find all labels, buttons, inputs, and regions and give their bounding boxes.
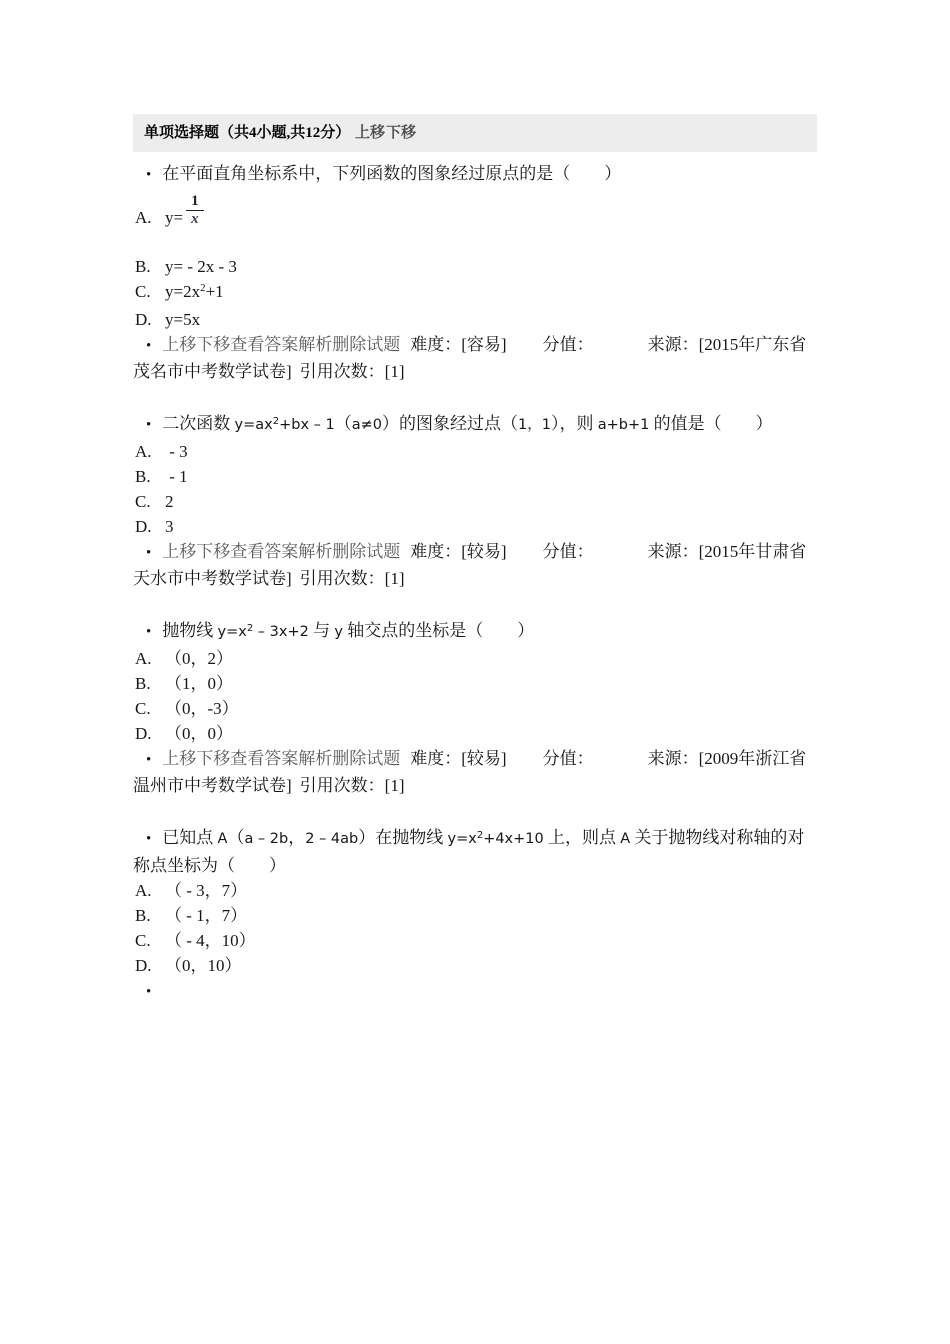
source-label: 来源：[2015年甘肃省天水市中考数学试卷] — [133, 542, 807, 589]
list-bullet: • — [146, 831, 152, 848]
option-value — [165, 906, 247, 925]
link-move-down[interactable]: 下移 — [196, 335, 231, 355]
math-text: y=x — [447, 831, 477, 848]
option-value — [165, 699, 239, 718]
answer-option — [133, 464, 817, 489]
question-stem-row — [133, 161, 817, 188]
score-label: 分值： — [542, 749, 594, 769]
text: （0，-3） — [165, 699, 239, 719]
answer-option — [133, 439, 817, 464]
math-text: +bx – 1 — [279, 417, 335, 434]
text: - 3 — [165, 442, 188, 462]
text: 二次函数 — [162, 414, 235, 434]
math-text: a – 2b — [244, 831, 289, 848]
question-stem — [133, 828, 804, 875]
answer-option — [133, 279, 817, 307]
option-value — [165, 492, 174, 511]
question-meta-row — [133, 539, 817, 591]
fraction-numerator: 1 — [186, 193, 204, 211]
math-text: 1，1 — [518, 417, 551, 434]
text: ， — [288, 828, 306, 848]
text: 抛物线 — [162, 621, 218, 641]
section-title: 单项选择题（共4小题,共12分） — [144, 125, 351, 141]
text: （ - 3，7） — [165, 881, 248, 901]
text: （ - 1，7） — [165, 906, 248, 926]
option-value — [165, 310, 200, 329]
answer-option — [133, 514, 817, 539]
list-bullet: • — [146, 545, 152, 562]
text: ）的图象经过点（ — [382, 414, 518, 434]
option-value — [165, 881, 247, 900]
math-text: – 3x+2 — [253, 624, 309, 641]
text: 关于抛物线对称轴的对称点坐标为（ ） — [133, 828, 805, 876]
question-stem-row — [133, 618, 817, 646]
source-label: 来源：[2009年浙江省温州市中考数学试卷] — [133, 749, 807, 796]
text: （ — [227, 828, 245, 848]
text: （0，2） — [165, 649, 233, 669]
citation-count-label: 引用次数：[1] — [299, 569, 405, 589]
answer-option — [133, 903, 817, 928]
question-action-links — [162, 335, 400, 354]
link-delete-question[interactable]: 删除试题 — [332, 542, 401, 562]
source-label: 来源：[2015年广东省茂名市中考数学试卷] — [133, 335, 807, 382]
question-action-links — [162, 749, 400, 768]
option-value — [165, 257, 237, 276]
section-header-actions — [354, 125, 416, 141]
fraction — [186, 193, 204, 229]
exam-document-page — [133, 114, 817, 1005]
text: ），则 — [550, 414, 598, 434]
question-stem — [162, 621, 534, 640]
question-action-links — [162, 542, 400, 561]
math-text: 2 – 4ab — [305, 831, 359, 848]
text: 与 — [308, 621, 335, 641]
text: 2 — [165, 492, 174, 512]
answer-option — [133, 696, 817, 721]
text: （0，0） — [165, 724, 233, 744]
text: 轴交点的坐标是（ ） — [342, 621, 535, 641]
header-action-move-down[interactable]: 下移 — [386, 125, 417, 141]
text: 上，则点 — [543, 828, 621, 848]
link-delete-question[interactable]: 删除试题 — [332, 335, 401, 355]
answer-option — [133, 671, 817, 696]
option-letter: B. — [135, 906, 151, 926]
text: 已知点 — [162, 828, 218, 848]
difficulty-label: 难度：[较易] — [410, 542, 507, 562]
option-letter: A. — [135, 649, 152, 669]
option-letter: C. — [135, 282, 151, 302]
text: y= - 2x - 3 — [165, 257, 237, 277]
answer-option — [133, 721, 817, 746]
list-bullet: • — [146, 624, 152, 641]
fraction-denominator: x — [191, 211, 199, 228]
list-bullet: • — [146, 752, 152, 769]
answer-option — [133, 646, 817, 671]
option-letter: A. — [135, 208, 152, 228]
question-block — [133, 618, 817, 798]
link-move-up[interactable]: 上移 — [162, 335, 197, 355]
text: y= — [165, 208, 184, 228]
question-stem — [162, 164, 621, 183]
answer-option — [133, 928, 817, 953]
citation-count-label: 引用次数：[1] — [299, 776, 405, 796]
option-letter: B. — [135, 467, 151, 487]
math-text: A — [217, 831, 228, 848]
difficulty-label: 难度：[较易] — [410, 749, 507, 769]
link-view-answer-analysis[interactable]: 查看答案解析 — [230, 749, 333, 769]
option-letter: D. — [135, 517, 152, 537]
link-view-answer-analysis[interactable]: 查看答案解析 — [230, 335, 333, 355]
question-block — [133, 411, 817, 591]
option-letter: B. — [135, 674, 151, 694]
question-meta-row — [133, 332, 817, 384]
link-move-down[interactable]: 下移 — [196, 749, 231, 769]
option-value — [165, 931, 256, 950]
option-letter: C. — [135, 931, 151, 951]
answer-option — [133, 193, 817, 230]
text: （0，10） — [165, 956, 242, 976]
option-letter: C. — [135, 492, 151, 512]
question-stem-row — [133, 411, 817, 439]
link-move-up[interactable]: 上移 — [162, 749, 197, 769]
option-value — [165, 467, 188, 486]
option-letter: D. — [135, 724, 152, 744]
answer-option — [133, 953, 817, 978]
question-stem — [162, 414, 772, 433]
header-action-move-up[interactable]: 上移 — [355, 125, 386, 141]
difficulty-label: 难度：[容易] — [410, 335, 507, 355]
superscript: 2 — [200, 282, 206, 295]
link-move-down[interactable]: 下移 — [196, 542, 231, 562]
answer-option — [133, 254, 817, 279]
question-list — [133, 161, 817, 978]
superscript: 2 — [476, 830, 484, 842]
option-letter: D. — [135, 310, 152, 330]
math-text: y=x — [217, 624, 247, 641]
link-delete-question[interactable]: 删除试题 — [332, 749, 401, 769]
question-stem-row — [133, 825, 817, 878]
list-bullet: • — [146, 338, 152, 355]
text: （ - 4，10） — [165, 931, 256, 951]
answer-option — [133, 489, 817, 514]
math-text: +4x+10 — [483, 831, 544, 848]
text: ）在抛物线 — [358, 828, 448, 848]
option-value — [165, 282, 224, 301]
superscript: 2 — [272, 416, 280, 428]
section-header — [133, 114, 817, 152]
option-letter: D. — [135, 956, 152, 976]
text: y=5x — [165, 310, 201, 330]
option-value — [165, 193, 204, 228]
option-value — [165, 517, 174, 536]
list-bullet: • — [146, 167, 152, 183]
link-view-answer-analysis[interactable]: 查看答案解析 — [230, 542, 333, 562]
score-label: 分值： — [542, 335, 594, 355]
option-value — [165, 674, 233, 693]
text: +1 — [205, 282, 224, 302]
link-move-up[interactable]: 上移 — [162, 542, 197, 562]
option-letter: A. — [135, 881, 152, 901]
option-value — [165, 956, 242, 975]
text: （1，0） — [165, 674, 233, 694]
math-text: a≠0 — [351, 417, 382, 434]
answer-option — [133, 307, 817, 332]
option-letter: C. — [135, 699, 151, 719]
question-block — [133, 825, 817, 978]
math-text: a+b+1 — [597, 417, 650, 434]
answer-option — [133, 878, 817, 903]
citation-count-label: 引用次数：[1] — [299, 362, 405, 382]
option-value — [165, 724, 233, 743]
text: 3 — [165, 517, 174, 537]
list-bullet: • — [146, 984, 152, 1001]
math-text: y=ax — [234, 417, 273, 434]
option-value — [165, 649, 233, 668]
score-label: 分值： — [542, 542, 594, 562]
empty-question-bullet-row — [133, 978, 817, 1005]
list-bullet: • — [146, 417, 152, 434]
question-block — [133, 161, 817, 384]
text: （ — [334, 414, 352, 434]
superscript: 2 — [246, 623, 254, 635]
math-text: A — [620, 831, 631, 848]
question-meta-row — [133, 746, 817, 798]
text: - 1 — [165, 467, 188, 487]
text: 的值是（ ） — [649, 414, 773, 434]
option-value — [165, 442, 188, 461]
option-letter: B. — [135, 257, 151, 277]
text: y=2x — [165, 282, 201, 302]
math-text: y — [334, 624, 343, 641]
option-letter: A. — [135, 442, 152, 462]
text: 在平面直角坐标系中，下列函数的图象经过原点的是（ ） — [162, 164, 622, 183]
